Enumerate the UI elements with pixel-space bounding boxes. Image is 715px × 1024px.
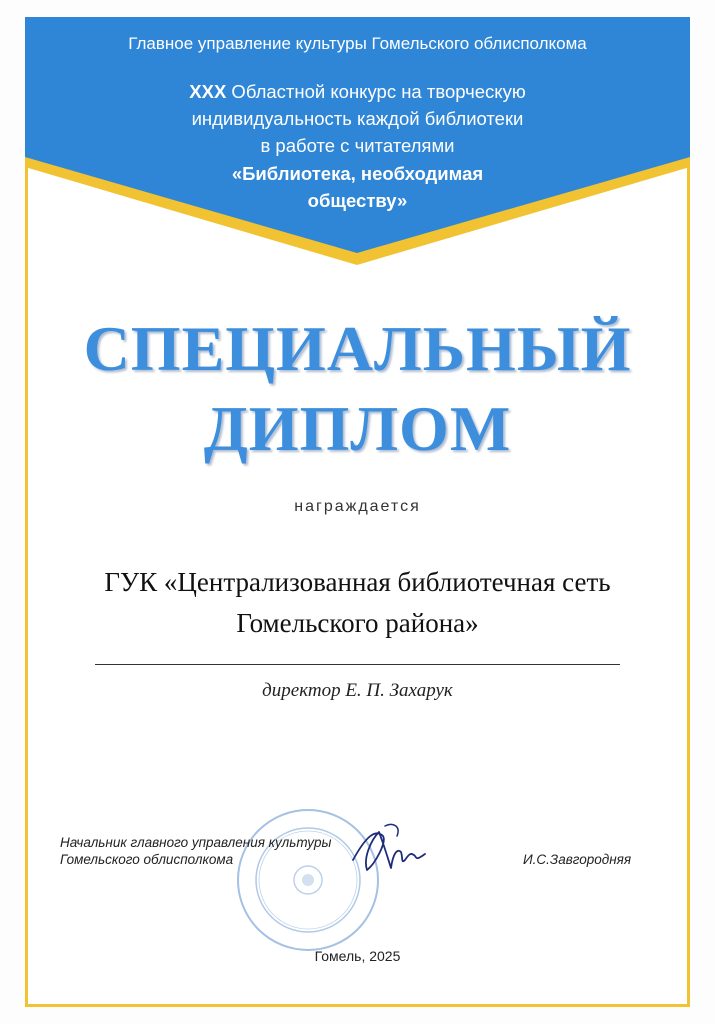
- contest-line-1-text: Областной конкурс на творческую: [226, 81, 526, 102]
- contest-line-1: [25, 78, 690, 105]
- organization-name: Главное управление культуры Гомельского облисполкома: [128, 34, 587, 53]
- signatory-name: И.С.Завгородняя: [523, 852, 632, 867]
- city-year: Гомель, 2025: [314, 948, 401, 964]
- diploma-title-line-2: ДИПЛОМ: [203, 393, 512, 464]
- awarded-label: награждается: [294, 498, 421, 515]
- recipient-underline: [95, 664, 620, 665]
- contest-line-3: в работе с читателями: [260, 135, 455, 156]
- contest-name-line-1: «Библиотека, необходимая: [231, 163, 484, 184]
- recipient-line-1: ГУК «Централизованная библиотечная сеть: [104, 567, 611, 597]
- diploma-title-line-1: СПЕЦИАЛЬНЫЙ: [83, 313, 632, 384]
- contest-number: XXX: [189, 81, 227, 102]
- director-name: директор Е. П. Захарук: [262, 680, 453, 701]
- contest-name-line-2: обществу»: [307, 190, 408, 211]
- signatory-title-line-1: Начальник главного управления культуры: [60, 835, 332, 850]
- signatory-title-line-2: Гомельского облисполкома: [60, 852, 234, 867]
- handwritten-signature: [345, 818, 435, 878]
- contest-line-2: индивидуальность каждой библиотеки: [191, 108, 524, 129]
- recipient-line-2: Гомельского района»: [236, 608, 479, 638]
